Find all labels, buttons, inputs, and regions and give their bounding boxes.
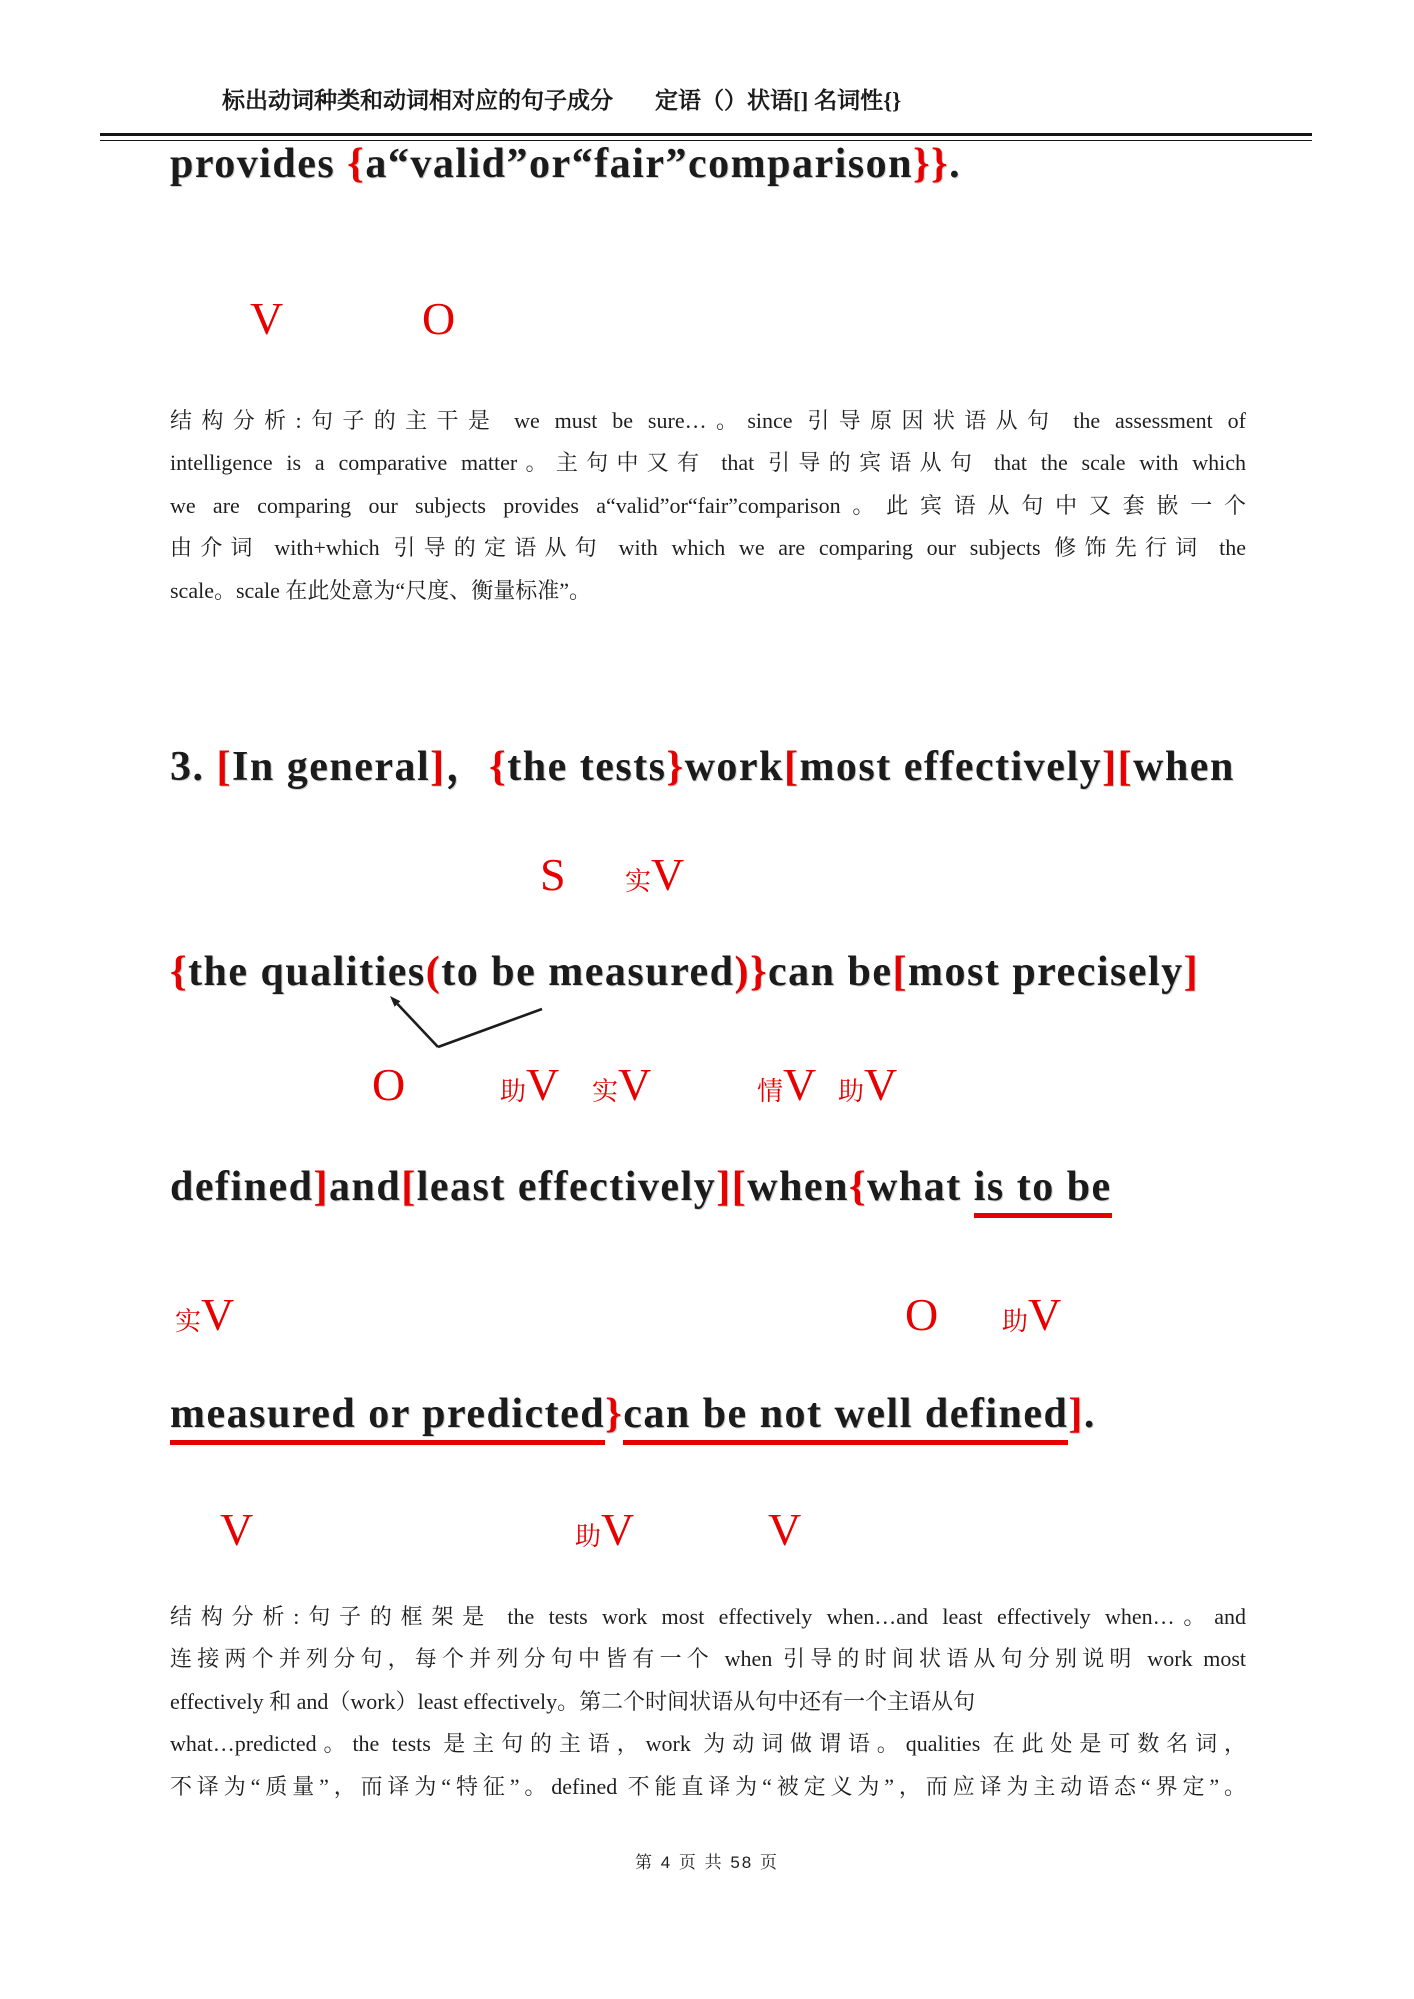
bracket-mark: [ <box>401 1164 417 1210</box>
bracket-mark: ] <box>1068 1391 1084 1437</box>
bracket-mark: ] <box>313 1164 330 1210</box>
modal-verb-label: 情V <box>757 1059 817 1110</box>
bracket-mark: { <box>347 141 366 187</box>
auxiliary-verb-label: 助V <box>575 1504 635 1555</box>
object-label: O <box>422 293 456 344</box>
notional-verb-label: 实V <box>175 1289 235 1340</box>
object-label: O <box>372 1059 406 1110</box>
paragraph-line: 由介词 with+which 引导的定语从句 with which we are comparing our subjects 修饰先行词 the <box>170 535 1246 561</box>
sentence-2-continuation <box>170 140 961 188</box>
bracket-mark: ( <box>425 949 442 995</box>
paragraph-line: effectively 和 and（work）least effectively。第二个时间状语从句中还有一个主语从句 <box>170 1688 976 1714</box>
header-left-text: 标出动词种类和动词相对应的句子成分 <box>222 88 613 113</box>
bracket-mark: ][ <box>1102 744 1134 790</box>
sentence-text: when <box>747 1164 849 1210</box>
bracket-mark: [ <box>892 949 908 995</box>
auxiliary-verb-label: 助V <box>838 1059 898 1110</box>
paragraph-line: 结构分析:句子的框架是 the tests work most effectively when…and least effectively when…。and <box>170 1604 1246 1629</box>
analysis-paragraph-2 <box>170 1596 1246 1808</box>
page-header <box>170 82 1245 112</box>
page-number: 第 4 页 共 58 页 <box>635 1853 779 1872</box>
bracket-mark: ] <box>430 744 446 790</box>
verb-label: V <box>220 1504 254 1555</box>
label-row-v-o <box>170 292 1330 352</box>
sentence-text: when <box>1133 744 1235 790</box>
notional-verb-label: 实V <box>625 849 685 900</box>
sentence-3-line-3 <box>170 1163 1112 1211</box>
sentence-text: defined <box>170 1164 314 1210</box>
auxiliary-verb-label: 助V <box>500 1059 560 1110</box>
header-right-text: 定语（）状语[] 名词性{} <box>655 88 902 113</box>
sentence-3-line-1 <box>170 733 1235 793</box>
sentence-text: most precisely <box>908 949 1184 995</box>
verb-label: V <box>768 1504 802 1555</box>
sentence-text: measured or predicted <box>170 1391 605 1445</box>
sentence-text: is to be <box>974 1164 1112 1218</box>
bracket-mark: )} <box>734 949 768 995</box>
sentence-text: to be measured <box>441 949 735 995</box>
sentence-text: can be <box>768 949 893 995</box>
bracket-mark: } <box>666 744 685 790</box>
label-row-v-3 <box>170 1503 1330 1563</box>
sentence-text: work <box>684 744 784 790</box>
sentence-text: In general <box>232 744 431 790</box>
label-row-o-verbs <box>170 1058 1330 1118</box>
bracket-mark: } <box>605 1391 624 1437</box>
bracket-mark: ][ <box>716 1164 748 1210</box>
analysis-paragraph-1 <box>170 400 1246 612</box>
paragraph-line: scale。scale 在此处意为“尺度、衡量标准”。 <box>170 577 591 603</box>
label-row-s-v <box>170 848 1330 908</box>
object-label: O <box>905 1289 939 1340</box>
sentence-text: 3. <box>170 744 217 790</box>
paragraph-line: 连接两个并列分句，每个并列分句中皆有一个 when 引导的时间状语从句分别说明 work most <box>170 1646 1246 1672</box>
paragraph-line: 结构分析:句子的主干是 we must be sure…。since 引导原因状语从句 the assessment of <box>170 408 1246 433</box>
sentence-text: a“valid”or“fair”comparison <box>365 141 913 187</box>
header-rule <box>100 133 1312 136</box>
sentence-text: ， <box>445 744 490 790</box>
sentence-text: what <box>867 1164 974 1210</box>
notional-verb-label: 实V <box>592 1059 652 1110</box>
sentence-text: least effectively <box>416 1164 717 1210</box>
annotation-arrow-icon <box>386 992 546 1054</box>
sentence-text: can be not well defined <box>623 1391 1068 1445</box>
label-row-v-o-2 <box>170 1288 1330 1348</box>
bracket-mark: { <box>489 744 508 790</box>
sentence-text: . <box>949 141 962 187</box>
sentence-text: most effectively <box>799 744 1103 790</box>
paragraph-line: what…predicted。the tests 是主句的主语，work 为动词做谓语。qualities 在此处是可数名词， <box>170 1731 1246 1757</box>
paragraph-line: 不译为“质量”，而译为“特征”。defined 不能直译为“被定义为”，而应译为主动语态“界定”。 <box>170 1773 1246 1799</box>
paragraph-line: intelligence is a comparative matter。主句中又有 that 引导的宾语从句 that the scale with which <box>170 450 1246 476</box>
sentence-text: . <box>1083 1391 1096 1437</box>
sentence-text: and <box>329 1164 402 1210</box>
verb-label: V <box>250 293 284 344</box>
paragraph-line: we are comparing our subjects provides a“valid”or“fair”comparison。此宾语从句中又套嵌一个 <box>170 492 1246 518</box>
bracket-mark: { <box>170 949 189 995</box>
subject-label: S <box>540 849 566 900</box>
bracket-mark: [ <box>783 744 800 790</box>
sentence-3-line-2 <box>170 948 1199 996</box>
sentence-3-line-4 <box>170 1390 1096 1438</box>
auxiliary-verb-label: 助V <box>1002 1289 1062 1340</box>
sentence-text: provides <box>170 141 348 187</box>
bracket-mark: [ <box>216 744 232 790</box>
bracket-mark: }} <box>912 141 950 187</box>
sentence-text: the qualities <box>188 949 426 995</box>
bracket-mark: { <box>848 1164 867 1210</box>
sentence-text: the tests <box>507 744 667 790</box>
bracket-mark: ] <box>1183 949 1200 995</box>
